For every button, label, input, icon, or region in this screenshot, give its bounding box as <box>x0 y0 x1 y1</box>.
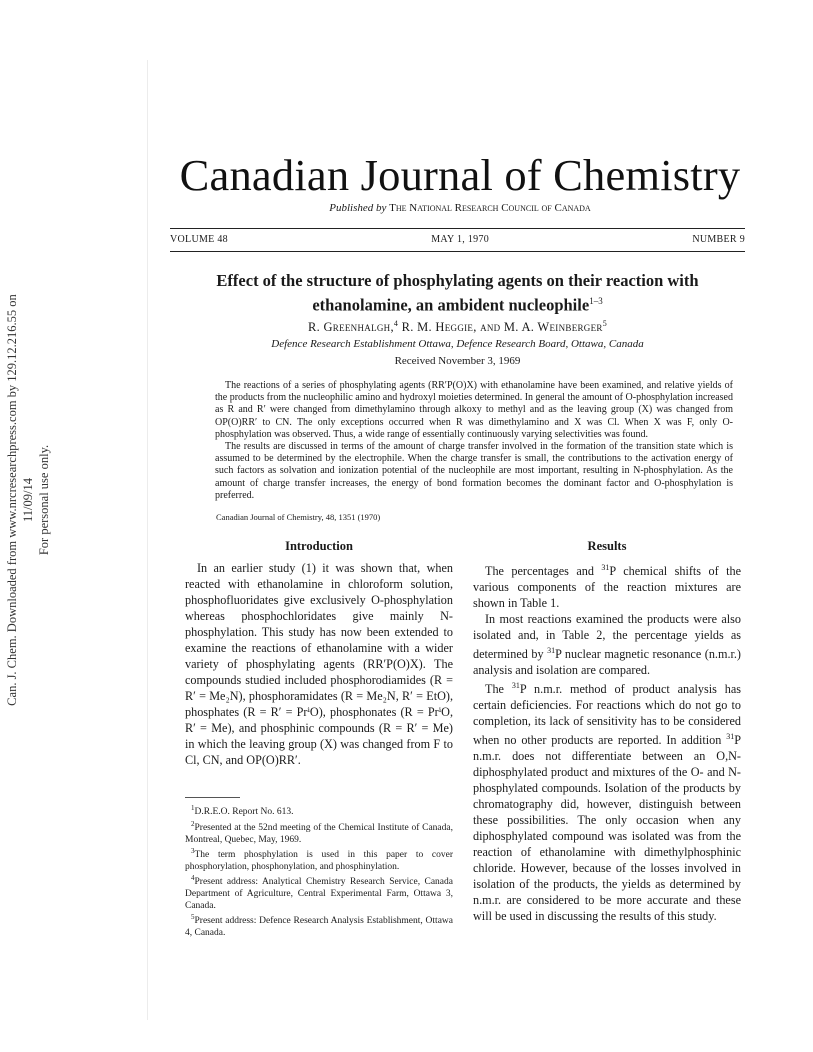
article-title-line1: Effect of the structure of phosphylating agents on their reaction with <box>216 271 699 290</box>
issue-date: MAY 1, 1970 <box>431 234 490 245</box>
download-watermark <box>4 290 51 710</box>
article-title <box>190 270 725 316</box>
masthead-rule-bottom <box>170 251 745 252</box>
page-margin-line <box>147 60 148 1020</box>
volume-label: VOLUME 48 <box>170 234 228 245</box>
publisher-org: The National Research Council of Canada <box>389 202 591 214</box>
results-paragraph: The $^{31}$P n.m.r. method of product analysis has certain deficiencies. For reactions which do not go to completion, its lack of sensitivity has to be considered when no other products are reported. In addition $^{31}$P n.m.r. does not differentiate between an O,N-diphosphylated product and mixtures of the O- and N-phosphylated compounds. Isolation of the products by chromatography did, however, distinguish between these possibilities. The only occasion when any diphosphylated compound was isolated was from the reaction of ethanolamine with dimethylphosphinic chloride. However, because of the losses involved in isolation of the products, the yields as determined by n.m.r. are considered to be more accurate and these will be used in discussing the results of this study. <box>473 681 742 924</box>
affiliation: Defence Research Establishment Ottawa, Defence Research Board, Ottawa, Canada <box>271 338 644 350</box>
introduction-section <box>185 538 453 768</box>
results-paragraph: The percentages and $^{31}$P chemical shifts of the various components of the reaction mixtures are shown in Table 1. <box>473 563 741 611</box>
personal-use-line: For personal use only. <box>37 444 51 556</box>
download-line: Can. J. Chem. Downloaded from www.nrcresearchpress.com by 129.12.216.55 on 11/09/14 <box>5 294 35 706</box>
article-title-line2: ethanolamine, an ambident nucleophile$^{1-3}$ <box>312 295 603 315</box>
introduction-heading: Introduction <box>285 539 353 553</box>
title-footnote-marks: 1–3 <box>589 296 603 306</box>
author-list: R. Greenhalgh,$^4$ R. M. Heggie, and M. A. Weinberger$^5$ <box>307 319 608 335</box>
footnote: $^1$D.R.E.O. Report No. 613. <box>191 804 294 818</box>
results-section <box>473 538 741 924</box>
author-heggie-weinberger: R. M. Heggie, and M. A. Weinberger <box>398 320 603 335</box>
footnotes <box>185 803 453 940</box>
footnote-rule <box>185 797 240 798</box>
journal-citation: Canadian Journal of Chemistry, 48, 1351 (1970) <box>216 512 381 522</box>
abstract-paragraph: The results are discussed in terms of the amount of charge transfer involved in the formation of the transition state which is assumed to be determined by the electrophile. When the charge transfer is small, the contributions to the activation energy of such factors as solvation and ionization potential of the nucleophile are most important, resulting in N-phosphylation. As the amount of charge transfer increases, the energy of bond formation becomes the dominant factor and O-phosphylation is preferred. <box>215 441 733 501</box>
results-heading: Results <box>587 539 627 553</box>
introduction-paragraph: In an earlier study (1) it was shown that, when reacted with ethanolamine in chloroform solution, phosphofluoridates give exclusively O-phosphylation whereas phosphochloridates give mainly N-phosphylation. This study has now been extended to examine the reactions of ethanolamine with a wider variety of phosphylating agents (RR′P(O)X). The compounds studied included phosphorodiamides (R = R′ = Me₂N), phosphoramidates (R = Me₂N, R′ = EtO), phosphates (R = R′ = PrⁱO), phosphonates (R = PrⁱO, R′ = Me), and phosphinic compounds (R = R′ = Me) in which the leaving group (X) was changed from F to Cl, CN, and OP(O)RR′. <box>185 561 453 767</box>
abstract-paragraph: The reactions of a series of phosphylating agents (RR′P(O)X) with ethanolamine have been examined, and relative yields of the products from the nucleophilic amino and hydroxyl moieties determined. In general the amount of O-phosphylation increased as R and R′ were changed from dimethylamino through alkoxy to methyl and as the leaving group (X) was changed from OP(O)RR′ to CN. The only exceptions occurred when R was dimethylamino and X was Cl. When X was F, only O-phosphylation was observed. Thus, a wide range of essentially continuously varying selectivities was found. <box>215 380 733 440</box>
author-greenhalgh: R. Greenhalgh, <box>307 320 394 335</box>
abstract <box>215 380 733 502</box>
received-date: Received November 3, 1969 <box>394 355 521 367</box>
results-paragraph: In most reactions examined the products were also isolated and, in Table 2, the percentage yields as determined by $^{31}$P nuclear magnetic resonance (n.m.r.) analysis and isolation are compared. <box>473 612 741 678</box>
journal-title: Canadian Journal of Chemistry <box>179 150 741 200</box>
footnote: $^5$Present address: Defence Research Analysis Establishment, Ottawa 4, Canada. <box>185 913 453 939</box>
footnote: $^4$Present address: Analytical Chemistry Research Service, Canada Department of Agriculture, Central Experimental Farm, Ottawa 3, Canada. <box>185 874 453 911</box>
issue-number: NUMBER 9 <box>692 234 745 245</box>
masthead-rule-top <box>170 228 745 229</box>
published-by-label: Published by <box>329 202 387 214</box>
publisher-line <box>160 202 760 214</box>
issue-info <box>170 234 745 250</box>
footnote: $^3$The term phosphylation is used in this paper to cover phosphorylation, phosphonylation, and phosphinylation. <box>185 847 453 872</box>
footnote: $^2$Presented at the 52nd meeting of the Chemical Institute of Canada, Montreal, Quebec, May, 1969. <box>185 819 453 845</box>
